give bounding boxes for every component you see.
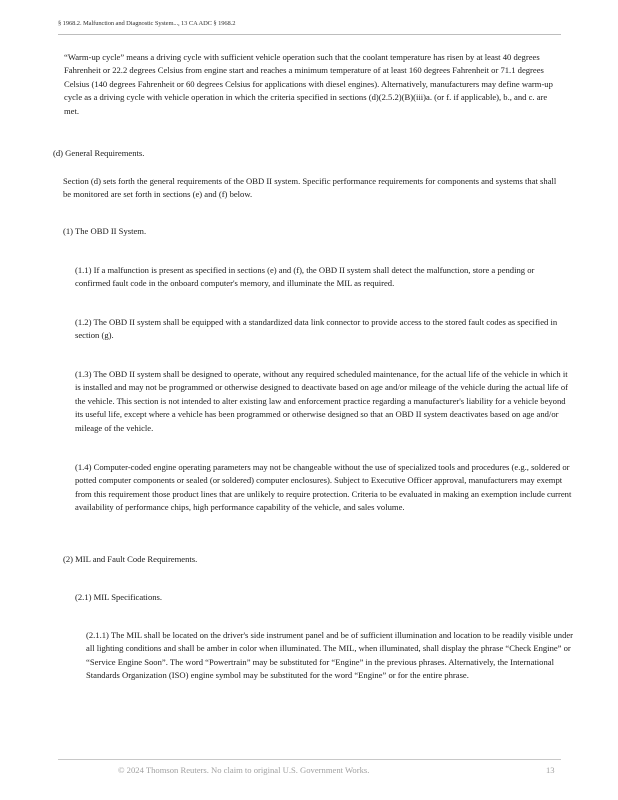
footer-divider: [58, 759, 561, 760]
item-1-2: (1.2) The OBD II system shall be equipped with a standardized data link connector to provide access to the stored fault codes as specified in section (g).: [75, 317, 558, 341]
item-1-4: (1.4) Computer-coded engine operating parameters may not be changeable without the use of specialized tools and procedures (e.g., soldered or potted computer components or sealed (or soldered) computer enclosures). Subject to Executive Officer approval, manufacturers may exempt from this requirement those product lines that are unlikely to require protection. Criteria to be evaluated in making an exemption include current availability of performance chips, high performance capability of the vehicle, and sales volume.: [75, 462, 572, 513]
section-d-heading: (d) General Requirements.: [53, 148, 145, 158]
warmup-cycle-definition: “Warm-up cycle” means a driving cycle with sufficient vehicle operation such that the coolant temperature has risen by at least 40 degrees Fahrenheit or 22.2 degrees Celsius from engine start and reaches a minimum temperature of at least 160 degrees Fahrenheit or 71.1 degrees Celsius (140 degrees Fahrenheit or 60 degrees Celsius for applications with diesel engines). Alternatively, manufacturers may define warm-up cycle as a driving cycle with vehicle operation in which the criteria specified in sections (d)(2.5.2)(B)(iii)a. (or f. if applicable), b., and c. are met.: [64, 52, 553, 116]
item-2-1-1: (2.1.1) The MIL shall be located on the driver's side instrument panel and be of sufficient illumination and location to be readily visible under all lighting conditions and shall be amber in color when illuminated. The MIL, when illuminated, shall display the phrase “Check Engine” or “Service Engine Soon”. The word “Powertrain” may be substituted for “Engine” in the previous phrases. Alternatively, the International Standards Organization (ISO) engine symbol may be substituted for the word “Engine” or for the entire phrase.: [86, 630, 574, 681]
item-2-1: (2.1) MIL Specifications.: [75, 592, 163, 602]
footer-copyright: © 2024 Thomson Reuters. No claim to original U.S. Government Works.: [118, 765, 370, 775]
running-header: § 1968.2. Malfunction and Diagnostic System..., 13 CA ADC § 1968.2: [58, 20, 236, 27]
page-number: 13: [546, 765, 555, 775]
section-1-heading: (1) The OBD II System.: [63, 226, 147, 236]
section-d-intro: Section (d) sets forth the general requirements of the OBD II system. Specific performance requirements for components and systems that shall be monitored are set forth in sections (e) and (f) below.: [63, 176, 557, 200]
item-1-3: (1.3) The OBD II system shall be designed to operate, without any required scheduled maintenance, for the actual life of the vehicle in which it is installed and may not be programmed or otherwise designed to deactivate based on age and/or mileage of the vehicle during the actual life of the vehicle. This section is not intended to alter existing law and enforcement practice regarding a manufacturer's liability for a vehicle beyond its useful life, except where a vehicle has been programmed or otherwise designed so that an OBD II system deactivates based on age and/or mileage of the vehicle.: [75, 369, 569, 433]
section-2-heading: (2) MIL and Fault Code Requirements.: [63, 554, 198, 564]
header-divider: [58, 34, 561, 35]
item-1-1: (1.1) If a malfunction is present as specified in sections (e) and (f), the OBD II system shall detect the malfunction, store a pending or confirmed fault code in the onboard computer's memory, and illuminate the MIL as required.: [75, 265, 535, 289]
